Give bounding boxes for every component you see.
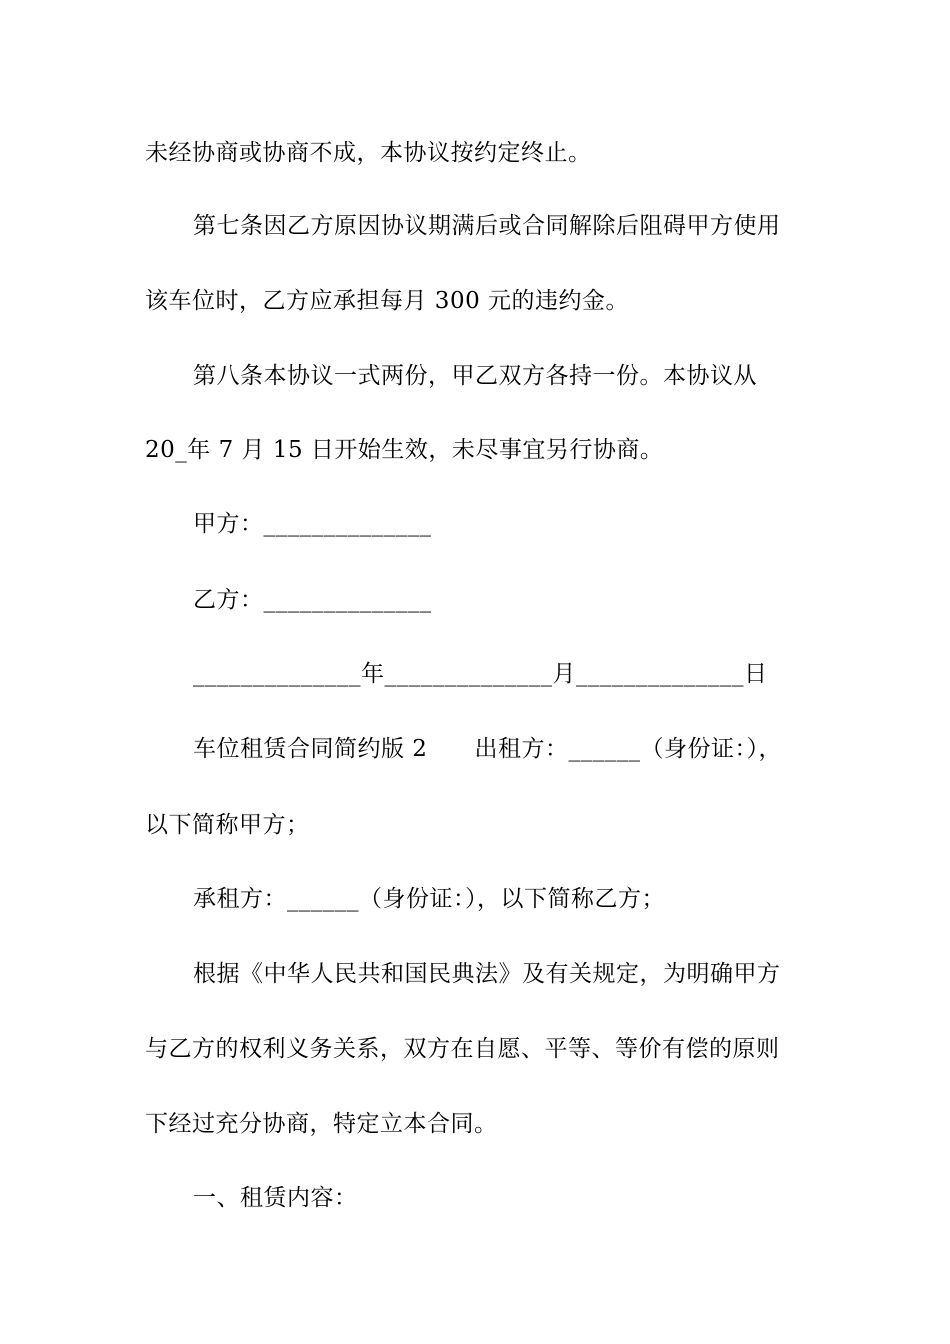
text-line-11: 承租方：______（身份证：），以下简称乙方； — [193, 886, 665, 912]
text-line-13: 与乙方的权利义务关系，双方在自愿、平等、等价有偿的原则 — [145, 1036, 780, 1062]
text-line-3: 该车位时，乙方应承担每月 300 元的违约金。 — [145, 288, 630, 314]
text-line-1: 未经协商或协商不成，本协议按约定终止。 — [145, 140, 592, 166]
text-line-9: 车位租赁合同简约版 2 出租方：______（身份证：）， — [193, 736, 782, 762]
signature-line-party-b: 乙方：______________ — [193, 587, 432, 613]
text-line-12: 根据《中华人民共和国民典法》及有关规定，为明确甲方 — [193, 961, 781, 987]
section-heading: 一、租赁内容： — [193, 1185, 358, 1211]
text-line-10: 以下简称甲方； — [145, 812, 310, 838]
text-line-2: 第七条因乙方原因协议期满后或合同解除后阻碍甲方使用 — [193, 213, 781, 239]
signature-line-party-a: 甲方：______________ — [193, 511, 432, 537]
text-line-14: 下经过充分协商，特定立本合同。 — [145, 1111, 498, 1137]
text-line-5: 20_年 7 月 15 日开始生效，未尽事宜另行协商。 — [145, 437, 664, 463]
text-line-4: 第八条本协议一式两份，甲乙双方各持一份。本协议从 — [193, 363, 757, 389]
date-line: ______________年______________月______________日 — [193, 661, 768, 687]
